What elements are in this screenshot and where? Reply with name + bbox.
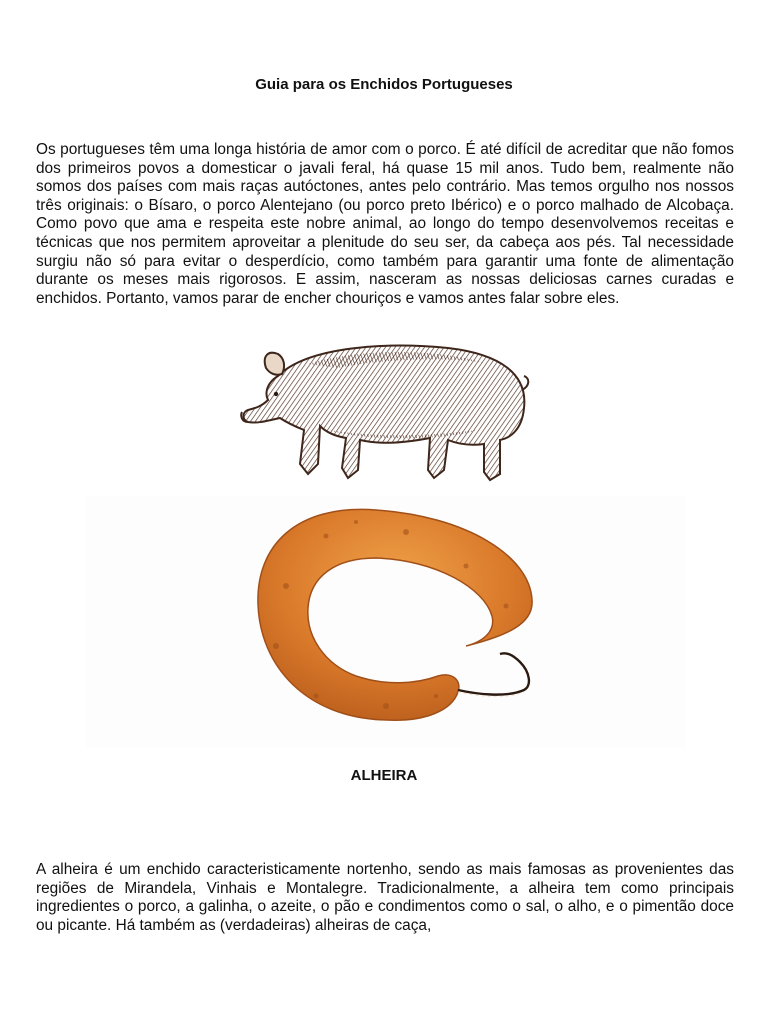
sausage-photo [86,496,686,748]
alheira-paragraph: A alheira é um enchido caracteristicamente nortenho, sendo as mais famosas as provenientes das regiões de Mirandela, Vinhais e Montalegre. Tradicionalmente, a alheira tem como principais ingredientes o porco, a galinha, o azeite, o pão e condimentos como o sal, o alho, e o pimentão doce ou picante. Há também as (verdadeiras) alheiras de caça, [36,861,734,934]
pig-illustration [238,334,530,488]
section-heading-alheira: ALHEIRA [350,767,418,784]
document-title: Guia para os Enchidos Portugueses [255,76,513,93]
intro-paragraph: Os portugueses têm uma longa história de amor com o porco. É até difícil de acreditar que não fomos dos primeiros povos a domesticar o javali feral, há quase 15 mil anos. Tudo bem, realmente não somos dos países com mais raças autóctones, antes pelo contrário. Mas temos orgulho nos nossos três originais: o Bísaro, o porco Alentejano (ou porco preto Ibérico) e o porco malhado de Alcobaça. Como povo que ama e respeita este nobre animal, ao longo do tempo desenvolvemos receitas e técnicas que nos permitem aproveitar a plenitude do seu ser, da cabeça aos pés. Tal necessidade surgiu não só para evitar o desperdício, como também para garantir uma fonte de alimentação durante os meses mais rigorosos. E assim, nasceram as nossas deliciosas carnes curadas e enchidos. Portanto, vamos parar de encher chouriços e vamos antes falar sobre eles. [36,141,734,307]
